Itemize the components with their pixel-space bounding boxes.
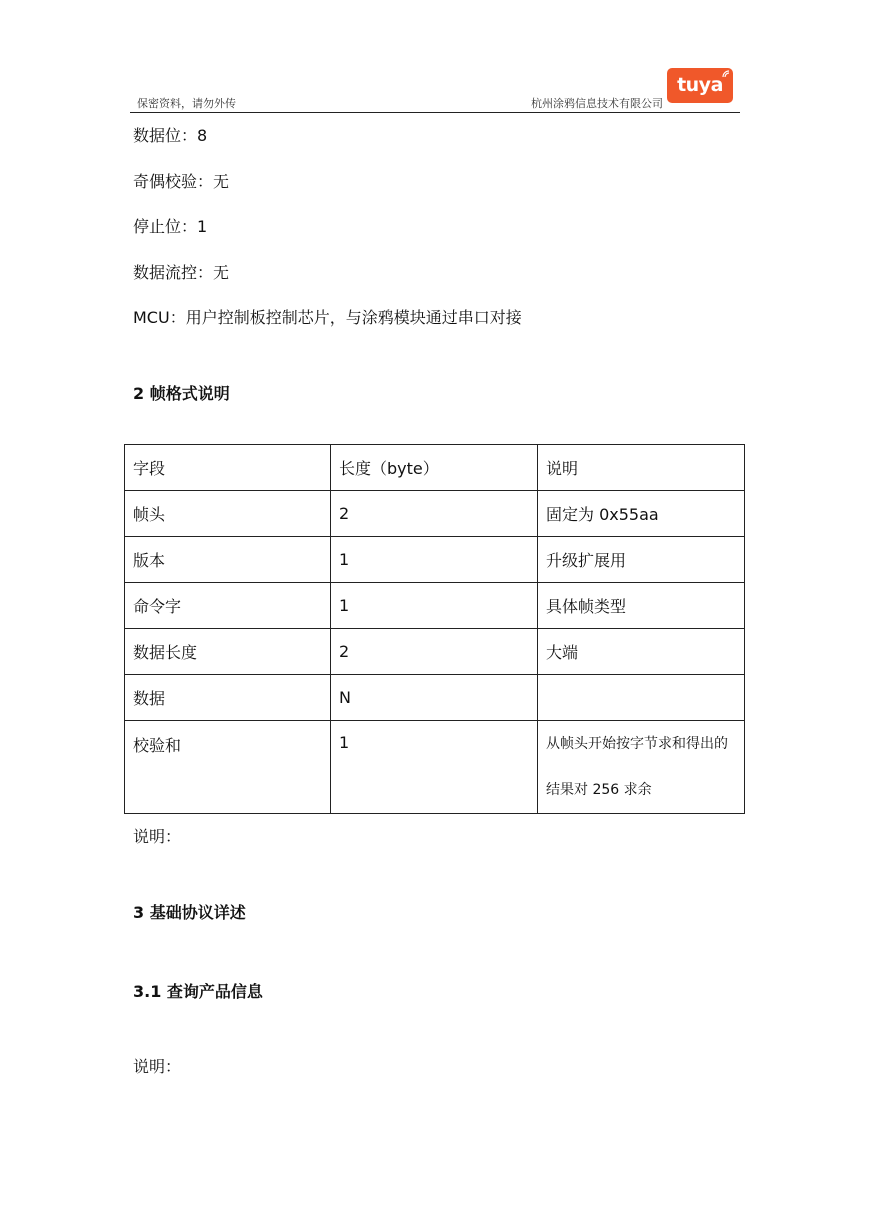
param-mcu: MCU：用户控制板控制芯片，与涂鸦模块通过串口对接 — [133, 308, 522, 327]
table-row — [125, 721, 745, 814]
wifi-icon — [722, 70, 730, 78]
table-cell: 校验和 — [125, 721, 331, 814]
header-rule — [130, 112, 740, 113]
table-cell: 数据 — [125, 675, 331, 721]
section-heading-frame-format: 2 帧格式说明 — [133, 384, 230, 403]
section-heading-query-product-info: 3.1 查询产品信息 — [133, 982, 263, 1001]
section-heading-basic-protocol: 3 基础协议详述 — [133, 903, 246, 922]
table-header-cell: 字段 — [125, 445, 331, 491]
param-flow-control: 数据流控：无 — [133, 263, 230, 282]
table-row — [125, 675, 745, 721]
table-cell: 大端 — [538, 629, 745, 675]
frame-format-note: 说明： — [133, 827, 182, 846]
table-row — [125, 629, 745, 675]
header-left-text: 保密资料，请勿外传 — [137, 97, 236, 110]
table-cell: 1 — [331, 537, 538, 583]
tuya-logo — [667, 68, 733, 103]
table-cell: 2 — [331, 629, 538, 675]
table-cell: 命令字 — [125, 583, 331, 629]
table-cell: 2 — [331, 491, 538, 537]
table-cell: 1 — [331, 721, 538, 814]
table-cell: 数据长度 — [125, 629, 331, 675]
table-cell: 版本 — [125, 537, 331, 583]
table-cell: N — [331, 675, 538, 721]
table-cell: 固定为 0x55aa — [538, 491, 745, 537]
table-header-cell: 长度（byte） — [331, 445, 538, 491]
param-parity: 奇偶校验：无 — [133, 172, 230, 191]
logo-text: tuya — [677, 74, 723, 96]
table-row — [125, 491, 745, 537]
table-cell: 从帧头开始按字节求和得出的结果对 256 求余 — [538, 721, 745, 814]
table-cell: 帧头 — [125, 491, 331, 537]
table-cell — [538, 675, 745, 721]
table-row — [125, 583, 745, 629]
table-header-cell: 说明 — [538, 445, 745, 491]
table-cell: 1 — [331, 583, 538, 629]
param-stop-bits: 停止位：1 — [133, 217, 208, 236]
table-header-row — [125, 445, 745, 491]
table-cell: 具体帧类型 — [538, 583, 745, 629]
table-row — [125, 537, 745, 583]
query-product-info-note: 说明： — [133, 1057, 182, 1076]
frame-format-table — [124, 444, 745, 814]
header-right-text: 杭州涂鸦信息技术有限公司 — [531, 97, 663, 110]
table-cell: 升级扩展用 — [538, 537, 745, 583]
param-data-bits: 数据位：8 — [133, 126, 208, 145]
